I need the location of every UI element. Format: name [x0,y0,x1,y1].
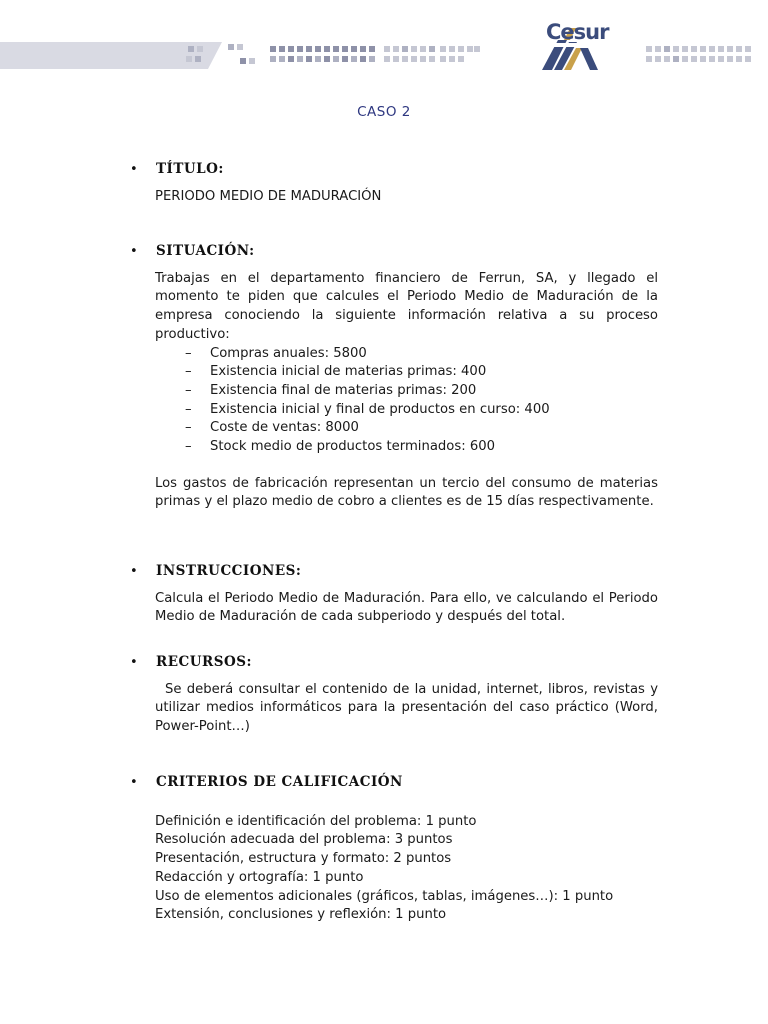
list-item [185,438,658,457]
list-item [185,401,658,420]
criteria-item: Redacción y ortografía: 1 punto [155,869,364,885]
criteria-item: Uso de elementos adicionales (gráficos, tablas, imágenes…): 1 punto [155,888,614,904]
section-heading: TÍTULO: [156,161,224,177]
list-item-text: Stock medio de productos terminados: 600 [210,439,496,455]
section-titulo [130,160,658,206]
dash-marker: – [185,401,192,417]
dash-marker: – [185,345,192,361]
section-heading: INSTRUCCIONES: [156,563,302,579]
list-item-text: Existencia inicial de materias primas: 400 [210,364,487,380]
section-heading-row [130,773,658,793]
section-heading-row [130,562,658,582]
section-heading-row [130,653,658,673]
criteria-item: Resolución adecuada del problema: 3 puntos [155,832,453,848]
list-item [185,419,658,438]
case-title: CASO 2 [357,104,411,120]
section-heading: SITUACIÓN: [156,243,255,259]
section-heading: RECURSOS: [156,654,252,670]
section-instrucciones [130,562,658,627]
bullet-icon: • [130,244,138,259]
criteria-item: Definición e identificación del problema: 1 punto [155,813,477,829]
situacion-closing: Los gastos de fabricación representan un tercio del consumo de materias primas y el plazo medio de cobro a clientes es de 15 días respectivamente. [155,475,658,510]
dash-marker: – [185,439,192,455]
situacion-intro: Trabajas en el departamento financiero de Ferrun, SA, y llegado el momento te piden que calcules el Periodo Medio de Maduración de la empresa conociendo la siguiente información relativa a su proceso productivo: [155,270,658,342]
section-recursos [130,653,658,737]
list-item-text: Compras anuales: 5800 [210,345,367,361]
dash-marker: – [185,382,192,398]
section-situacion [130,242,658,512]
criteria-list [155,813,658,925]
dash-marker: – [185,420,192,436]
section-heading: CRITERIOS DE CALIFICACIÓN [156,774,403,790]
section-text: Calcula el Periodo Medio de Maduración. Para ello, ve calculando el Periodo Medio de Maduración de cada subperiodo y después del total. [155,590,658,625]
list-item-text: Coste de ventas: 8000 [210,420,359,436]
bullet-icon: • [130,564,138,579]
criteria-item: Extensión, conclusiones y reflexión: 1 punto [155,907,447,923]
dash-marker: – [185,364,192,380]
list-item [185,382,658,401]
bullet-icon: • [130,775,138,790]
bullet-icon: • [130,655,138,670]
section-text: PERIODO MEDIO DE MADURACIÓN [155,188,382,204]
list-item [185,345,658,364]
data-list [155,345,658,457]
section-text: Se deberá consultar el contenido de la unidad, internet, libros, revistas y utilizar medios informáticos para la presentación del caso práctico (Word, Power-Point…) [155,681,658,735]
list-item-text: Existencia final de materias primas: 200 [210,382,477,398]
section-criterios [130,773,658,925]
criteria-item: Presentación, estructura y formato: 2 puntos [155,851,452,867]
section-heading-row [130,242,658,262]
section-heading-row [130,160,658,180]
bullet-icon: • [130,162,138,177]
section-body [155,270,658,512]
list-item [185,363,658,382]
cesur-logo-text: Cesur [546,20,609,44]
list-item-text: Existencia inicial y final de productos en curso: 400 [210,401,550,417]
